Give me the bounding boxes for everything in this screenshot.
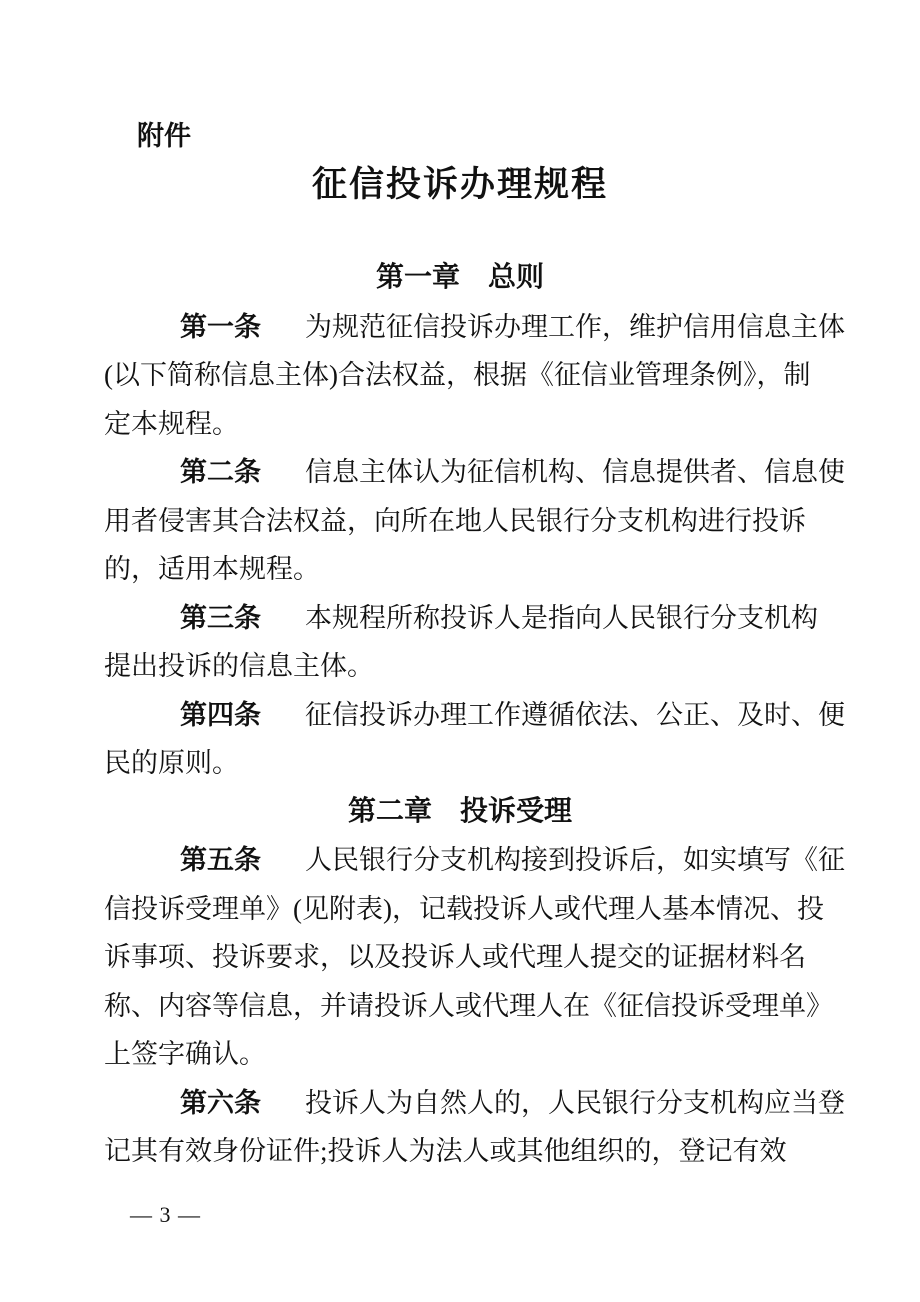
article-2-line: 用者侵害其合法权益，向所在地人民银行分支机构进行投诉 bbox=[104, 505, 806, 536]
article-3-line bbox=[104, 594, 816, 643]
article-5-line: 上签字确认。 bbox=[104, 1039, 266, 1069]
article-4-text: 征信投诉办理工作遵循依法、公正、及时、便 bbox=[305, 699, 845, 730]
chapter-2-heading: 第二章 投诉受理 bbox=[347, 795, 572, 827]
chapter-1-heading: 第一章 总则 bbox=[375, 262, 544, 293]
article-4-line: 民的原则。 bbox=[104, 748, 239, 778]
article-5-number: 第五条 bbox=[180, 845, 261, 875]
article-1-text: 为规范征信投诉办理工作，维护信用信息主体 bbox=[305, 311, 845, 342]
document-title: 征信投诉办理规程 bbox=[311, 165, 608, 204]
article-3-text: 本规程所称投诉人是指向人民银行分支机构 bbox=[305, 602, 818, 633]
article-6-text: 投诉人为自然人的，人民银行分支机构应当登 bbox=[305, 1087, 845, 1118]
page-number: — 3 — bbox=[130, 1201, 201, 1227]
article-5-line: 称、内容等信息，并请投诉人或代理人在《征信投诉受理单》 bbox=[104, 990, 833, 1021]
article-6-number: 第六条 bbox=[180, 1087, 261, 1118]
article-4-number: 第四条 bbox=[180, 699, 261, 730]
article-5-line: 信投诉受理单》(见附表)，记载投诉人或代理人基本情况、投 bbox=[104, 893, 824, 924]
article-1-line bbox=[104, 303, 845, 352]
article-3-number: 第三条 bbox=[180, 602, 261, 633]
article-5-text: 人民银行分支机构接到投诉后，如实填写《征 bbox=[305, 845, 845, 875]
article-2-text: 信息主体认为征信机构、信息提供者、信息使 bbox=[305, 457, 845, 487]
article-1-line: 定本规程。 bbox=[104, 408, 239, 439]
article-6-line: 记其有效身份证件;投诉人为法人或其他组织的，登记有效 bbox=[104, 1136, 787, 1166]
article-2-number: 第二条 bbox=[180, 457, 261, 487]
article-2-line: 的，适用本规程。 bbox=[104, 554, 320, 584]
article-4-line bbox=[104, 691, 845, 740]
article-1-line: (以下简称信息主体)合法权益，根据《征信业管理条例》，制 bbox=[104, 360, 811, 390]
text-column bbox=[104, 0, 845, 1228]
article-2-line bbox=[104, 448, 845, 497]
attachment-label: 附件 bbox=[137, 121, 191, 151]
article-5-line bbox=[104, 836, 845, 885]
article-1-number: 第一条 bbox=[180, 311, 261, 342]
article-3-line: 提出投诉的信息主体。 bbox=[104, 651, 374, 681]
article-5-line: 诉事项、投诉要求，以及投诉人或代理人提交的证据材料名 bbox=[104, 942, 806, 972]
article-6-line bbox=[104, 1079, 845, 1128]
